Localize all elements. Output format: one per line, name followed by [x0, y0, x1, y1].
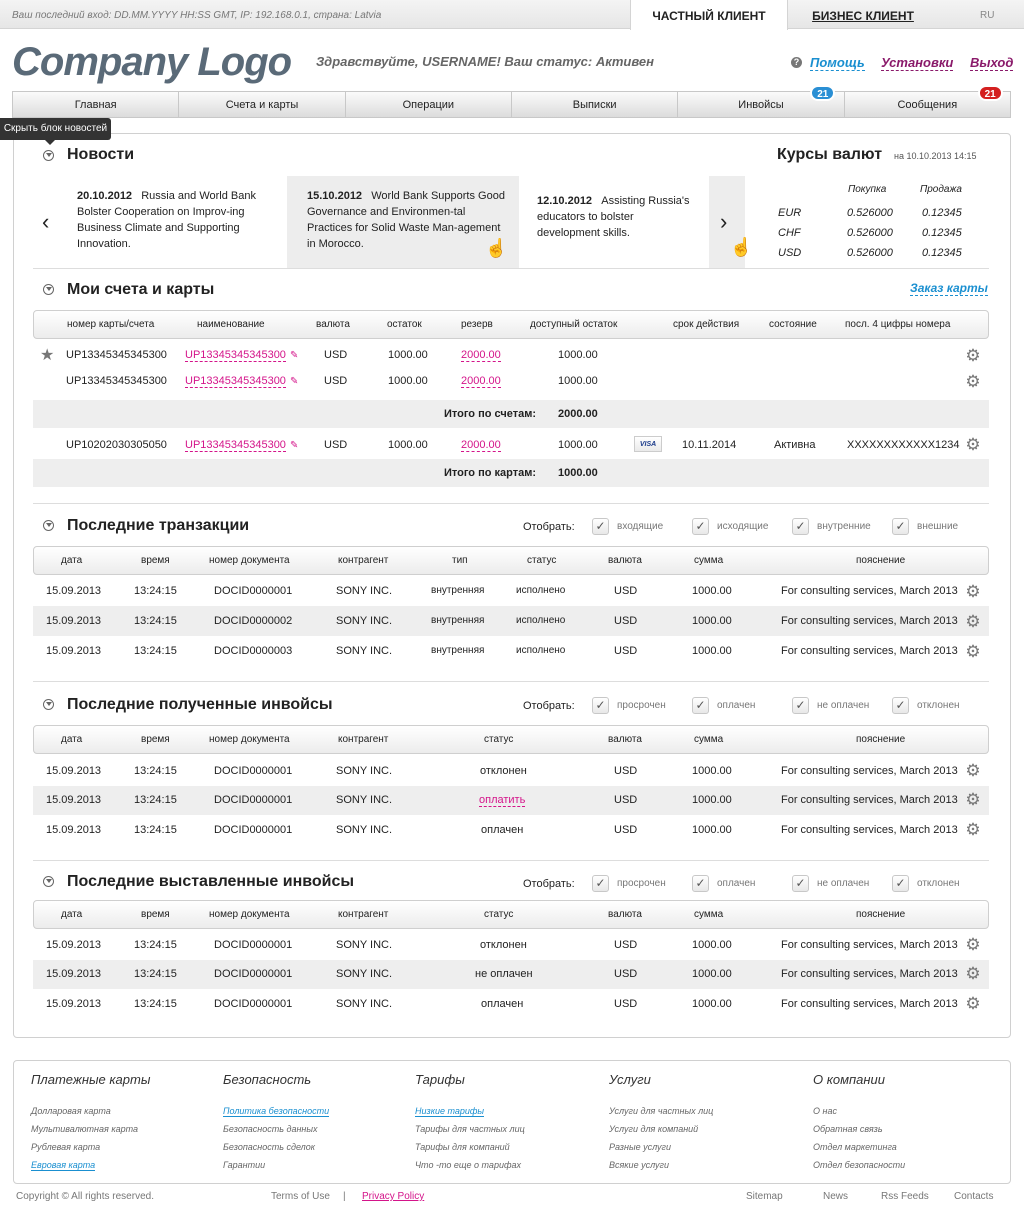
account-name-link[interactable] — [185, 349, 298, 361]
tab-business-client[interactable] — [788, 0, 938, 29]
inv-doc: DOCID0000001 — [214, 968, 293, 980]
news-text: World Bank Supports Good Governance and Environmen-tal Practices for Solid Waste Man-agement in Morocco. — [307, 190, 505, 250]
footer-link[interactable]: Гарантии — [223, 1160, 266, 1170]
col-header: номер документа — [209, 555, 290, 566]
footer-col-title: Услуги — [609, 1072, 651, 1087]
tx-party: SONY INC. — [336, 615, 393, 627]
col-header: тип — [452, 555, 468, 566]
rates-buy-header: Покупка — [848, 184, 887, 195]
inv-sum: 1000.00 — [692, 968, 732, 980]
filter-option-label: оплачен — [717, 878, 756, 889]
rate-sell: 0.12345 — [922, 247, 962, 259]
inv-date: 15.09.2013 — [46, 824, 102, 836]
gear-icon[interactable]: ⚙ — [965, 582, 981, 601]
order-card-link[interactable]: Заказ карты — [910, 281, 988, 295]
hand-cursor-icon: ☝ — [485, 238, 508, 258]
filter-checkbox[interactable]: ✓ — [692, 875, 709, 892]
col-header: статус — [484, 734, 514, 745]
filter-checkbox[interactable]: ✓ — [692, 697, 709, 714]
nav-item-statements[interactable]: Выписки — [512, 92, 678, 117]
received-collapse-icon[interactable] — [43, 699, 54, 710]
inv-date: 15.09.2013 — [46, 968, 102, 980]
visa-logo-icon: VISA — [634, 436, 662, 452]
col-header: контрагент — [338, 734, 389, 745]
news-date: 20.10.2012 — [77, 190, 133, 202]
sitemap-link[interactable]: Sitemap — [746, 1191, 783, 1202]
inv-currency: USD — [614, 939, 638, 951]
nav-item-messages[interactable] — [845, 89, 1010, 117]
inv-note: For consulting services, March 2013 — [781, 998, 958, 1010]
messages-count-badge: 21 — [978, 85, 1003, 101]
rate-buy: 0.526000 — [847, 247, 893, 259]
gear-icon[interactable]: ⚙ — [965, 372, 981, 391]
help-link[interactable]: Помощь — [810, 55, 865, 70]
news-collapse-icon[interactable] — [43, 150, 54, 161]
gear-icon[interactable]: ⚙ — [965, 435, 981, 454]
news-prev-arrow-icon[interactable]: ‹ — [42, 209, 50, 234]
footer-link[interactable]: Мультивалютная карта — [31, 1124, 138, 1134]
inv-currency: USD — [614, 968, 638, 980]
rate-currency: EUR — [778, 207, 802, 219]
favorite-star-icon[interactable]: ★ — [40, 347, 55, 364]
inv-note: For consulting services, March 2013 — [781, 939, 958, 951]
tx-status: исполнено — [516, 645, 566, 656]
rate-currency: CHF — [778, 227, 801, 239]
col-header: время — [141, 909, 170, 920]
inv-date: 15.09.2013 — [46, 998, 102, 1010]
account-number: UP13345345345300 — [66, 349, 167, 361]
inv-sum: 1000.00 — [692, 765, 732, 777]
gear-icon[interactable]: ⚙ — [965, 935, 981, 954]
gear-icon[interactable]: ⚙ — [965, 994, 981, 1013]
footer-link[interactable]: Услуги для частных лиц — [609, 1106, 714, 1116]
footer-link[interactable]: Всякие услуги — [609, 1160, 669, 1170]
inv-party: SONY INC. — [336, 968, 393, 980]
hide-news-tooltip: Скрыть блок новостей — [0, 118, 111, 140]
tx-doc: DOCID0000003 — [214, 645, 293, 657]
bottom-bar — [0, 1186, 1024, 1208]
col-header: валюта — [608, 555, 642, 566]
footer-link[interactable]: Безопасность сделок — [223, 1142, 316, 1152]
news-date: 15.10.2012 — [307, 190, 363, 202]
inv-note: For consulting services, March 2013 — [781, 968, 958, 980]
rate-buy: 0.526000 — [847, 227, 893, 239]
filter-option-label: внешние — [917, 521, 959, 532]
card-expiry: 10.11.2014 — [682, 439, 737, 451]
filter-option-label: отклонен — [917, 878, 960, 889]
tx-sum: 1000.00 — [692, 585, 732, 597]
tx-date: 15.09.2013 — [46, 615, 102, 627]
tx-time: 13:24:15 — [134, 615, 177, 627]
footer-link[interactable]: Тарифы для частных лиц — [415, 1124, 525, 1134]
col-header: срок действия — [673, 319, 740, 330]
footer-link[interactable]: Услуги для компаний — [609, 1124, 699, 1134]
col-header: валюта — [316, 319, 350, 330]
filter-option-label: не оплачен — [817, 878, 870, 889]
col-header: номер карты/счета — [67, 319, 155, 330]
col-header: дата — [61, 734, 83, 745]
filter-checkbox[interactable]: ✓ — [892, 518, 909, 535]
top-bar — [0, 0, 1024, 29]
tx-date: 15.09.2013 — [46, 645, 102, 657]
tx-note: For consulting services, March 2013 — [781, 585, 958, 597]
inv-currency: USD — [614, 765, 638, 777]
footer-link[interactable]: Тарифы для компаний — [415, 1142, 510, 1152]
inv-date: 15.09.2013 — [46, 765, 102, 777]
settings-link[interactable]: Установки — [881, 55, 954, 70]
inv-sum: 1000.00 — [692, 824, 732, 836]
account-available: 1000.00 — [558, 349, 598, 361]
tx-doc: DOCID0000002 — [214, 615, 293, 627]
tx-party: SONY INC. — [336, 645, 393, 657]
inv-doc: DOCID0000001 — [214, 794, 293, 806]
account-balance: 1000.00 — [388, 349, 428, 361]
issued-invoices-title: Последние выставленные инвойсы — [67, 873, 355, 890]
card-reserve-link[interactable]: 2000.00 — [461, 439, 501, 451]
tx-note: For consulting services, March 2013 — [781, 615, 958, 627]
inv-time: 13:24:15 — [134, 998, 177, 1010]
gear-icon[interactable]: ⚙ — [965, 761, 981, 780]
col-header: контрагент — [338, 909, 389, 920]
privacy-link[interactable]: Privacy Policy — [362, 1191, 425, 1202]
footer-link[interactable]: Что -то еще о тарифах — [415, 1160, 521, 1170]
inv-date: 15.09.2013 — [46, 794, 102, 806]
filter-option-label: просрочен — [617, 878, 666, 889]
rss-link[interactable]: Rss Feeds — [881, 1191, 929, 1202]
inv-time: 13:24:15 — [134, 824, 177, 836]
nav-item-messages-label: Сообщения — [897, 99, 958, 111]
section-divider — [33, 681, 989, 682]
filter-label: Отобрать: — [523, 878, 575, 890]
account-balance: 1000.00 — [388, 375, 428, 387]
filter-option-label: оплачен — [717, 700, 756, 711]
filter-label: Отобрать: — [523, 521, 575, 533]
nav-item-home[interactable]: Главная — [13, 92, 179, 117]
footer-link[interactable]: Отдел безопасности — [813, 1160, 906, 1170]
news-item[interactable] — [77, 176, 287, 268]
footer-col-title: О компании — [813, 1072, 886, 1087]
col-header: время — [141, 734, 170, 745]
card-name: UP13345345345300 — [185, 439, 286, 451]
col-header: контрагент — [338, 555, 389, 566]
gear-icon[interactable]: ⚙ — [965, 346, 981, 365]
filter-checkbox[interactable]: ✓ — [792, 697, 809, 714]
gear-icon[interactable]: ⚙ — [965, 790, 981, 809]
gear-icon[interactable]: ⚙ — [965, 642, 981, 661]
col-header: доступный остаток — [530, 319, 618, 330]
nav-item-invoices-label: Инвойсы — [738, 99, 784, 111]
filter-option-label: внутренние — [817, 521, 871, 532]
inv-currency: USD — [614, 824, 638, 836]
footer-link[interactable]: Долларовая карта — [31, 1106, 111, 1116]
footer-link[interactable]: Отдел маркетинга — [813, 1142, 897, 1152]
tab-business-label: БИЗНЕС КЛИЕНТ — [812, 9, 914, 23]
rates-sell-header: Продажа — [920, 184, 962, 195]
transactions-table-header — [33, 546, 989, 575]
account-name: UP13345345345300 — [185, 349, 286, 361]
separator: | — [343, 1191, 346, 1202]
edit-pencil-icon[interactable]: ✎ — [289, 350, 299, 361]
col-header: статус — [527, 555, 557, 566]
issued-collapse-icon[interactable] — [43, 876, 54, 887]
hand-cursor-icon: ☝ — [730, 237, 753, 257]
filter-checkbox[interactable]: ✓ — [892, 875, 909, 892]
tx-time: 13:24:15 — [134, 585, 177, 597]
company-logo[interactable]: Company Logo — [12, 40, 292, 84]
account-number: UP13345345345300 — [66, 375, 167, 387]
col-header: наименование — [197, 319, 265, 330]
inv-doc: DOCID0000001 — [214, 824, 293, 836]
inv-note: For consulting services, March 2013 — [781, 765, 958, 777]
account-name-link[interactable] — [185, 375, 298, 387]
card-number: UP10202030305050 — [66, 439, 167, 451]
tx-type: внутренняя — [431, 615, 485, 626]
card-name-link[interactable] — [185, 439, 298, 451]
tx-note: For consulting services, March 2013 — [781, 645, 958, 657]
accounts-collapse-icon[interactable] — [43, 284, 54, 295]
col-header: резерв — [461, 319, 493, 330]
tx-date: 15.09.2013 — [46, 585, 102, 597]
footer-col-title: Платежные карты — [31, 1072, 151, 1087]
news-next-arrow-icon[interactable]: › — [720, 209, 728, 234]
tx-sum: 1000.00 — [692, 615, 732, 627]
news-text: Assisting Russia's educators to bolster development skills. — [537, 195, 690, 239]
transactions-collapse-icon[interactable] — [43, 520, 54, 531]
inv-party: SONY INC. — [336, 939, 393, 951]
inv-status: оплачен — [481, 998, 524, 1010]
tx-currency: USD — [614, 615, 638, 627]
inv-note: For consulting services, March 2013 — [781, 794, 958, 806]
col-header: состояние — [769, 319, 817, 330]
total-accounts-label: Итого по счетам: — [444, 408, 536, 420]
col-header: статус — [484, 909, 514, 920]
pay-invoice-link[interactable]: оплатить — [479, 794, 526, 806]
col-header: валюта — [608, 734, 642, 745]
news-item[interactable] — [537, 176, 709, 268]
filter-option-label: исходящие — [717, 521, 769, 532]
col-header: номер документа — [209, 734, 290, 745]
inv-party: SONY INC. — [336, 765, 393, 777]
greeting-text: Здравствуйте, USERNAME! Ваш статус: Активен — [316, 54, 654, 69]
invoices-count-badge: 21 — [810, 85, 835, 101]
account-currency: USD — [324, 349, 348, 361]
filter-label: Отобрать: — [523, 700, 575, 712]
footer-link[interactable]: Обратная связь — [813, 1124, 883, 1134]
tx-status: исполнено — [516, 615, 566, 626]
inv-time: 13:24:15 — [134, 939, 177, 951]
tx-currency: USD — [614, 585, 638, 597]
inv-note: For consulting services, March 2013 — [781, 824, 958, 836]
inv-sum: 1000.00 — [692, 998, 732, 1010]
filter-checkbox[interactable]: ✓ — [592, 697, 609, 714]
filter-option-label: не оплачен — [817, 700, 870, 711]
footer-link[interactable]: Политика безопасности — [223, 1106, 330, 1116]
news-title: Новости — [67, 146, 135, 163]
col-header: дата — [61, 555, 83, 566]
news-date: 12.10.2012 — [537, 195, 593, 207]
gear-icon[interactable]: ⚙ — [965, 820, 981, 839]
received-invoices-title: Последние полученные инвойсы — [67, 696, 333, 713]
help-icon[interactable]: ? — [791, 57, 802, 68]
col-header: время — [141, 555, 170, 566]
total-accounts-value: 2000.00 — [558, 408, 598, 420]
filter-option-label: отклонен — [917, 700, 960, 711]
transactions-title: Последние транзакции — [67, 517, 250, 534]
news-link[interactable]: News — [823, 1191, 849, 1202]
inv-party: SONY INC. — [336, 794, 393, 806]
inv-doc: DOCID0000001 — [214, 765, 293, 777]
inv-status: отклонен — [480, 939, 527, 951]
footer-link[interactable]: Низкие тарифы — [415, 1106, 485, 1116]
filter-checkbox[interactable]: ✓ — [592, 518, 609, 535]
col-header: остаток — [387, 319, 422, 330]
col-header: посл. 4 цифры номера — [845, 319, 951, 330]
tx-doc: DOCID0000001 — [214, 585, 293, 597]
rate-buy: 0.526000 — [847, 207, 893, 219]
inv-sum: 1000.00 — [692, 939, 732, 951]
tx-sum: 1000.00 — [692, 645, 732, 657]
copyright-text: Copyright © All rights reserved. — [16, 1191, 154, 1202]
footer-link[interactable]: Евровая карта — [31, 1160, 96, 1170]
rate-sell: 0.12345 — [922, 227, 962, 239]
inv-party: SONY INC. — [336, 998, 393, 1010]
col-header: пояснение — [856, 555, 906, 566]
edit-pencil-icon[interactable]: ✎ — [289, 440, 299, 451]
col-header: дата — [61, 909, 83, 920]
inv-status: оплачен — [481, 824, 524, 836]
rates-title: Курсы валют — [777, 146, 883, 163]
section-divider — [33, 503, 989, 504]
footer-col-title: Безопасность — [223, 1072, 312, 1087]
inv-time: 13:24:15 — [134, 968, 177, 980]
nav-item-invoices[interactable] — [678, 89, 844, 117]
rate-sell: 0.12345 — [922, 207, 962, 219]
card-balance: 1000.00 — [388, 439, 428, 451]
card-last4: XXXXXXXXXXXX1234 — [847, 439, 960, 451]
footer-link[interactable]: Безопасность данных — [223, 1124, 318, 1134]
nav-item-accounts[interactable]: Счета и карты — [179, 92, 345, 117]
col-header: сумма — [694, 555, 724, 566]
tx-type: внутренняя — [431, 585, 485, 596]
total-cards-value: 1000.00 — [558, 467, 598, 479]
col-header: пояснение — [856, 734, 906, 745]
rates-date: на 10.10.2013 14:15 — [894, 151, 977, 161]
inv-doc: DOCID0000001 — [214, 998, 293, 1010]
tx-party: SONY INC. — [336, 585, 393, 597]
section-divider — [33, 860, 989, 861]
inv-currency: USD — [614, 998, 638, 1010]
footer-link[interactable]: О нас — [813, 1106, 837, 1116]
logout-link[interactable]: Выход — [970, 55, 1014, 70]
footer-col-title: Тарифы — [415, 1072, 465, 1087]
inv-sum: 1000.00 — [692, 794, 732, 806]
inv-time: 13:24:15 — [134, 794, 177, 806]
edit-pencil-icon[interactable]: ✎ — [289, 376, 299, 387]
footer-link[interactable]: Разные услуги — [609, 1142, 671, 1152]
col-header: номер документа — [209, 909, 290, 920]
terms-link[interactable]: Terms of Use — [271, 1191, 330, 1202]
tx-currency: USD — [614, 645, 638, 657]
nav-item-operations[interactable]: Операции — [346, 92, 512, 117]
card-state: Активна — [774, 439, 816, 451]
card-currency: USD — [324, 439, 348, 451]
account-currency: USD — [324, 375, 348, 387]
tab-private-client[interactable]: ЧАСТНЫЙ КЛИЕНТ — [630, 0, 788, 30]
inv-currency: USD — [614, 794, 638, 806]
last-login-info: Ваш последний вход: DD.MM.YYYY HH:SS GMT, IP: 192.168.0.1, страна: Latvia — [12, 10, 382, 21]
filter-option-label: входящие — [617, 521, 664, 532]
account-available: 1000.00 — [558, 375, 598, 387]
filter-checkbox[interactable]: ✓ — [592, 875, 609, 892]
account-name: UP13345345345300 — [185, 375, 286, 387]
col-header: сумма — [694, 909, 724, 920]
filter-option-label: просрочен — [617, 700, 666, 711]
col-header: валюта — [608, 909, 642, 920]
contacts-link[interactable]: Contacts — [954, 1191, 994, 1202]
section-divider — [33, 268, 989, 269]
inv-status: не оплачен — [475, 968, 533, 980]
gear-icon[interactable]: ⚙ — [965, 612, 981, 631]
filter-checkbox[interactable]: ✓ — [792, 518, 809, 535]
account-reserve-link[interactable]: 2000.00 — [461, 375, 501, 387]
inv-time: 13:24:15 — [134, 765, 177, 777]
account-reserve-link[interactable]: 2000.00 — [461, 349, 501, 361]
inv-party: SONY INC. — [336, 824, 393, 836]
filter-checkbox[interactable]: ✓ — [792, 875, 809, 892]
gear-icon[interactable]: ⚙ — [965, 964, 981, 983]
accounts-title: Мои счета и карты — [67, 281, 215, 298]
language-switch[interactable]: RU — [980, 10, 995, 21]
footer-link[interactable]: Рублевая карта — [31, 1142, 101, 1152]
news-text: Russia and World Bank Bolster Cooperation on Improv-ing Business Climate and Supporting Innovation. — [77, 190, 256, 250]
inv-doc: DOCID0000001 — [214, 939, 293, 951]
filter-checkbox[interactable]: ✓ — [692, 518, 709, 535]
rate-currency: USD — [778, 247, 802, 259]
filter-checkbox[interactable]: ✓ — [892, 697, 909, 714]
tx-status: исполнено — [516, 585, 566, 596]
col-header: пояснение — [856, 909, 906, 920]
card-available: 1000.00 — [558, 439, 598, 451]
tx-type: внутренняя — [431, 645, 485, 656]
inv-status: отклонен — [480, 765, 527, 777]
col-header: сумма — [694, 734, 724, 745]
inv-date: 15.09.2013 — [46, 939, 102, 951]
total-cards-label: Итого по картам: — [444, 467, 537, 479]
main-nav — [12, 91, 1011, 118]
tx-time: 13:24:15 — [134, 645, 177, 657]
